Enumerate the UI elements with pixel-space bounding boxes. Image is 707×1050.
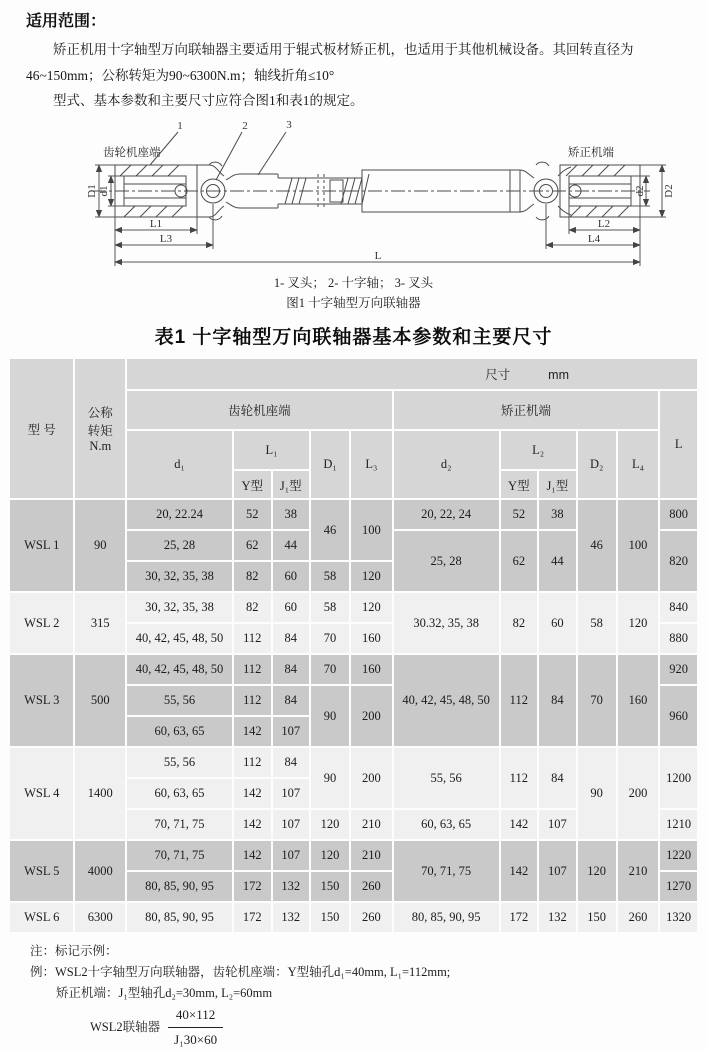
table-cell: 960 (659, 685, 698, 747)
th-right-group: 矫正机端 (393, 390, 660, 430)
dim-L1: L1 (149, 217, 163, 230)
table-cell: 820 (659, 530, 698, 592)
table-cell: 1320 (659, 902, 698, 933)
table-cell: 60, 63, 65 (126, 778, 233, 809)
table-cell: 52 (500, 499, 539, 530)
table-cell: 200 (350, 747, 393, 809)
table-cell: 62 (500, 530, 539, 592)
th-D2: D₂ (577, 430, 617, 499)
table-cell: 70 (310, 654, 350, 685)
table-cell: 84 (272, 747, 311, 778)
table-cell: 84 (272, 685, 311, 716)
table-cell: 40, 42, 45, 48, 50 (393, 654, 500, 747)
table-cell: 70 (577, 654, 617, 747)
table-cell: 60 (272, 592, 311, 623)
table-cell: 82 (500, 592, 539, 654)
th-y-type-right: Y型 (500, 470, 539, 499)
intro-paragraph-2: 型式、基本参数和主要尺寸应符合图1和表1的规定。 (53, 93, 364, 109)
th-j1-type-right: J₁型 (538, 470, 577, 499)
table-cell: 800 (659, 499, 698, 530)
dim-D2: D2 (663, 184, 675, 198)
spec-table-header (9, 358, 698, 499)
table-cell: 60, 63, 65 (126, 716, 233, 747)
dim-L4: L4 (587, 232, 601, 245)
table-cell: 52 (233, 499, 272, 530)
table-cell: 142 (233, 840, 272, 871)
table-cell: 70 (310, 623, 350, 654)
table-cell: 58 (577, 592, 617, 654)
callout-3: 3 (286, 118, 292, 131)
table-cell: 20, 22, 24 (393, 499, 500, 530)
table-cell: 82 (233, 592, 272, 623)
coupling-diagram (0, 116, 707, 274)
th-d1: d₁ (126, 430, 233, 499)
table-cell: 150 (310, 871, 350, 902)
table-cell: 84 (538, 654, 577, 747)
table-cell: 58 (310, 592, 350, 623)
table-cell: 40, 42, 45, 48, 50 (126, 623, 233, 654)
table-cell: 112 (233, 623, 272, 654)
table-cell: 840 (659, 592, 698, 623)
table-cell: 58 (310, 561, 350, 592)
table-cell: 44 (272, 530, 311, 561)
table-cell: 160 (617, 654, 660, 747)
left-end-label: 齿轮机座端 (103, 146, 161, 159)
th-torque-line3: N.m (89, 439, 112, 454)
table-cell: 107 (538, 840, 577, 902)
table-cell: 55, 56 (393, 747, 500, 809)
table-cell: 1220 (659, 840, 698, 871)
table-cell: 150 (310, 902, 350, 933)
notes-section (30, 941, 707, 1050)
table-cell: 84 (538, 747, 577, 809)
table-cell: 46 (577, 499, 617, 592)
table-cell: 80, 85, 90, 95 (126, 871, 233, 902)
table-cell: 132 (272, 902, 311, 933)
table-cell: 84 (272, 654, 311, 685)
figure-caption: 图1 十字轴型万向联轴器 (286, 295, 421, 310)
table-cell: 70, 71, 75 (126, 809, 233, 840)
figure-legend: 1- 叉头； 2- 十字轴； 3- 叉头 (273, 275, 434, 290)
table-cell: 60 (538, 592, 577, 654)
table-cell: 112 (233, 685, 272, 716)
table-cell: 120 (617, 592, 660, 654)
formula-numerator: 40×112 (168, 1004, 223, 1027)
table-cell: 120 (310, 840, 350, 871)
table-cell: 112 (500, 747, 539, 809)
th-D1: D₁ (310, 430, 350, 499)
table-cell: 82 (233, 561, 272, 592)
table-cell: 55, 56 (126, 747, 233, 778)
table-cell: 172 (233, 871, 272, 902)
table-cell: 120 (577, 840, 617, 902)
th-L4: L₄ (617, 430, 660, 499)
th-model: 型 号 (9, 358, 74, 499)
table-cell: 100 (617, 499, 660, 592)
table-cell: WSL 5 (9, 840, 74, 902)
table-cell: 112 (233, 654, 272, 685)
table-cell: 150 (577, 902, 617, 933)
table-cell: 210 (350, 840, 393, 871)
table-cell: 38 (538, 499, 577, 530)
table-cell: 90 (310, 747, 350, 809)
table-cell: 107 (272, 809, 311, 840)
th-torque (74, 358, 126, 499)
table-cell: 62 (233, 530, 272, 561)
table-cell: 80, 85, 90, 95 (393, 902, 500, 933)
table-cell: 172 (500, 902, 539, 933)
table-cell: 70, 71, 75 (393, 840, 500, 902)
table-cell: 172 (233, 902, 272, 933)
table-cell: 1400 (74, 747, 126, 840)
th-torque-line1: 公称 (87, 406, 113, 421)
designation-formula (90, 1004, 707, 1050)
table-row (9, 654, 698, 685)
spec-table (8, 357, 699, 934)
th-L1: L₁ (233, 430, 310, 470)
table-cell: 260 (350, 871, 393, 902)
table-cell: 100 (350, 499, 393, 561)
table-cell: 1270 (659, 871, 698, 902)
th-L2: L₂ (500, 430, 577, 470)
table-cell: 142 (233, 809, 272, 840)
table-cell: 107 (272, 778, 311, 809)
table-cell: 30.32, 35, 38 (393, 592, 500, 654)
table-row (9, 592, 698, 623)
table-cell: WSL 3 (9, 654, 74, 747)
table-cell: 20, 22.24 (126, 499, 233, 530)
table-cell: 315 (74, 592, 126, 654)
table-cell: 90 (74, 499, 126, 592)
table-cell: 260 (617, 902, 660, 933)
table-cell: 90 (577, 747, 617, 840)
right-end-label: 矫正机端 (568, 146, 614, 159)
table-cell: 260 (350, 902, 393, 933)
callout-1: 1 (177, 119, 183, 132)
note-line-2: 例：WSL2十字轴型万向联轴器，齿轮机座端：Y型轴孔d₁=40mm, L₁=112mm; (30, 965, 451, 980)
th-L: L (659, 390, 698, 499)
table-cell: 107 (538, 809, 577, 840)
th-size (126, 358, 698, 390)
table-cell: 200 (350, 685, 393, 747)
table-cell: 120 (350, 592, 393, 623)
table-cell: 120 (350, 561, 393, 592)
table-cell: WSL 2 (9, 592, 74, 654)
table-cell: 38 (272, 499, 311, 530)
table-cell: 142 (233, 716, 272, 747)
table-cell: 120 (310, 809, 350, 840)
th-j1-type-left: J₁型 (272, 470, 311, 499)
table-cell: 132 (272, 871, 311, 902)
formula-fraction (168, 1004, 223, 1050)
callout-3-leader (258, 132, 286, 175)
table-cell: 142 (500, 840, 539, 902)
table-cell: 112 (233, 747, 272, 778)
table-cell: WSL 4 (9, 747, 74, 840)
table-cell: 80, 85, 90, 95 (126, 902, 233, 933)
figure-1 (0, 116, 707, 313)
table-cell: 60 (272, 561, 311, 592)
th-d2: d₂ (393, 430, 500, 499)
table-cell: 46 (310, 499, 350, 561)
table-cell: WSL 6 (9, 902, 74, 933)
table-cell: 160 (350, 623, 393, 654)
note-line-3: 矫正机端：J₁型轴孔d₂=30mm, L₂=60mm (56, 985, 273, 1000)
table-cell: 6300 (74, 902, 126, 933)
table-cell: 55, 56 (126, 685, 233, 716)
table-cell: 132 (538, 902, 577, 933)
table-row (9, 747, 698, 778)
th-L3: L₃ (350, 430, 393, 499)
table-cell: 30, 32, 35, 38 (126, 561, 233, 592)
th-size-unit: mm (548, 368, 569, 383)
dim-L: L (374, 249, 382, 262)
dim-d1: d1 (98, 185, 110, 197)
dim-L3: L3 (159, 232, 173, 245)
table-row (9, 840, 698, 871)
table-cell: 160 (350, 654, 393, 685)
table-cell: 112 (500, 654, 539, 747)
th-size-label: 尺寸 (485, 368, 511, 383)
table-cell: 60, 63, 65 (393, 809, 500, 840)
table-cell: 30, 32, 35, 38 (126, 592, 233, 623)
table-cell: 210 (617, 840, 660, 902)
table-cell: 210 (350, 809, 393, 840)
table-cell: 107 (272, 716, 311, 747)
table-cell: 920 (659, 654, 698, 685)
th-torque-line2: 转矩 (87, 424, 113, 439)
note-line-1: 注：标记示例： (30, 944, 118, 959)
formula-label: WSL2联轴器 (90, 1019, 161, 1034)
th-y-type-left: Y型 (233, 470, 272, 499)
table-cell: WSL 1 (9, 499, 74, 592)
table-cell: 84 (272, 623, 311, 654)
table-cell: 4000 (74, 840, 126, 902)
formula-denominator: J₁30×60 (174, 1031, 218, 1047)
intro-paragraph-1: 矫正机用十字轴型万向联轴器主要适用于辊式板材矫正机，也适用于其他机械设备。其回转直径为46~150mm；公称转矩为90~6300N.m；轴线折角≤10° (26, 42, 634, 83)
callout-2-leader (216, 132, 242, 180)
table-cell: 25, 28 (393, 530, 500, 592)
table-cell: 40, 42, 45, 48, 50 (126, 654, 233, 685)
table-cell: 70, 71, 75 (126, 840, 233, 871)
th-left-group: 齿轮机座端 (126, 390, 393, 430)
table-cell: 1200 (659, 747, 698, 809)
dim-D1: D1 (86, 184, 98, 198)
table-cell: 142 (233, 778, 272, 809)
table-cell: 1210 (659, 809, 698, 840)
table-cell: 200 (617, 747, 660, 840)
table-cell: 44 (538, 530, 577, 592)
dim-L2: L2 (597, 217, 611, 230)
table-title: 表1 十字轴型万向联轴器基本参数和主要尺寸 (154, 327, 553, 349)
dim-d2: d2 (634, 185, 646, 197)
table-row (9, 902, 698, 933)
table-cell: 90 (310, 685, 350, 747)
table-cell: 880 (659, 623, 698, 654)
callout-2: 2 (242, 119, 248, 132)
table-cell: 25, 28 (126, 530, 233, 561)
intro-section (0, 0, 707, 114)
spec-table-body (9, 499, 698, 933)
table-row (9, 499, 698, 530)
table-cell: 500 (74, 654, 126, 747)
intro-heading: 适用范围： (26, 13, 107, 30)
table-cell: 142 (500, 809, 539, 840)
table-cell: 107 (272, 840, 311, 871)
